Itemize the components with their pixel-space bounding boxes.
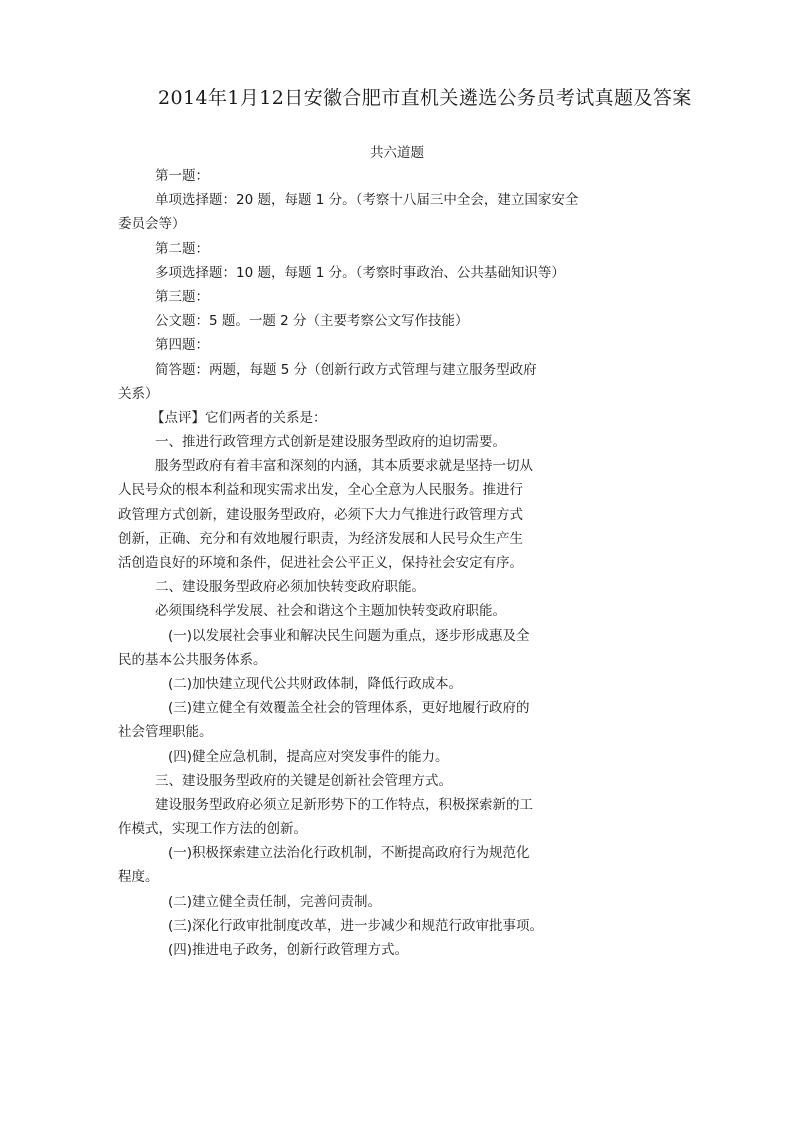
- paragraph-line: (三)建立健全有效覆盖全社会的管理体系，更好地履行政府的: [168, 700, 530, 717]
- paragraph-line: 作模式，实现工作方法的创新。: [118, 821, 307, 838]
- paragraph-line: 民的基本公共服务体系。: [118, 651, 267, 668]
- paragraph-line: (二)加快建立现代公共财政体制，降低行政成本。: [168, 675, 463, 692]
- paragraph-line: 二、建设服务型政府必须加快转变政府职能。: [155, 579, 425, 596]
- paragraph-line: 多项选择题：10 题，每题 1 分。（考察时事政治、公共基础知识等）: [155, 264, 565, 281]
- paragraph-line: 第一题：: [155, 168, 209, 184]
- paragraph-line: 社会管理职能。: [118, 724, 213, 741]
- document-title: 2014年1月12日安徽合肥市直机关遴选公务员考试真题及答案: [158, 87, 692, 109]
- paragraph-line: 【点评】它们两者的关系是：: [151, 409, 327, 426]
- paragraph-line: 必须围绕科学发展、社会和谐这个主题加快转变政府职能。: [155, 603, 506, 620]
- paragraph-line: 第四题：: [155, 337, 209, 354]
- paragraph-line: (三)深化行政审批制度改革，进一步减少和规范行政审批事项。: [168, 917, 544, 934]
- paragraph-line: 简答题：两题，每题 5 分（创新行政方式管理与建立服务型政府: [155, 361, 537, 378]
- paragraph-line: 单项选择题：20 题，每题 1 分。（考察十八届三中全会，建立国家安全: [155, 192, 579, 209]
- paragraph-line: 第三题：: [155, 288, 209, 305]
- paragraph-line: 一、推进行政管理方式创新是建设服务型政府的迫切需要。: [155, 434, 506, 451]
- paragraph-line: (一)积极探索建立法治化行政机制，不断提高政府行为规范化: [168, 845, 530, 862]
- paragraph-line: 三、建设服务型政府的关键是创新社会管理方式。: [155, 772, 452, 789]
- document-subtitle: 共六道题: [370, 145, 424, 161]
- paragraph-line: 人民号众的根本利益和现实需求出发，全心全意为人民服务。推进行: [118, 482, 523, 499]
- paragraph-line: 服务型政府有着丰富和深刻的内涵，其本质要求就是坚持一切从: [155, 458, 533, 475]
- paragraph-line: 政管理方式创新，建设服务型政府，必须下大力气推进行政管理方式: [118, 506, 523, 523]
- paragraph-line: 程度。: [118, 869, 159, 886]
- paragraph-line: 关系）: [118, 385, 159, 402]
- paragraph-line: 活创造良好的环境和条件，促进社会公平正义，保持社会安定有序。: [118, 555, 523, 571]
- paragraph-line: 建设服务型政府必须立足新形势下的工作特点，积极探索新的工: [155, 796, 533, 813]
- paragraph-line: (二)建立健全责任制，完善问责制。: [168, 893, 382, 910]
- document-body: [118, 164, 638, 962]
- paragraph-line: 创新，正确、充分和有效地履行职责，为经济发展和人民号众生产生: [118, 530, 523, 547]
- paragraph-line: 第二题：: [155, 240, 209, 257]
- paragraph-line: (一)以发展社会事业和解决民生问题为重点，逐步形成惠及全: [168, 627, 530, 644]
- paragraph-line: 公文题：5 题。一题 2 分（主要考察公文写作技能）: [155, 313, 469, 330]
- paragraph-line: (四)健全应急机制，提高应对突发事件的能力。: [168, 748, 449, 765]
- paragraph-line: 委员会等）: [118, 216, 186, 233]
- paragraph-line: (四)推进电子政务，创新行政管理方式。: [168, 942, 409, 958]
